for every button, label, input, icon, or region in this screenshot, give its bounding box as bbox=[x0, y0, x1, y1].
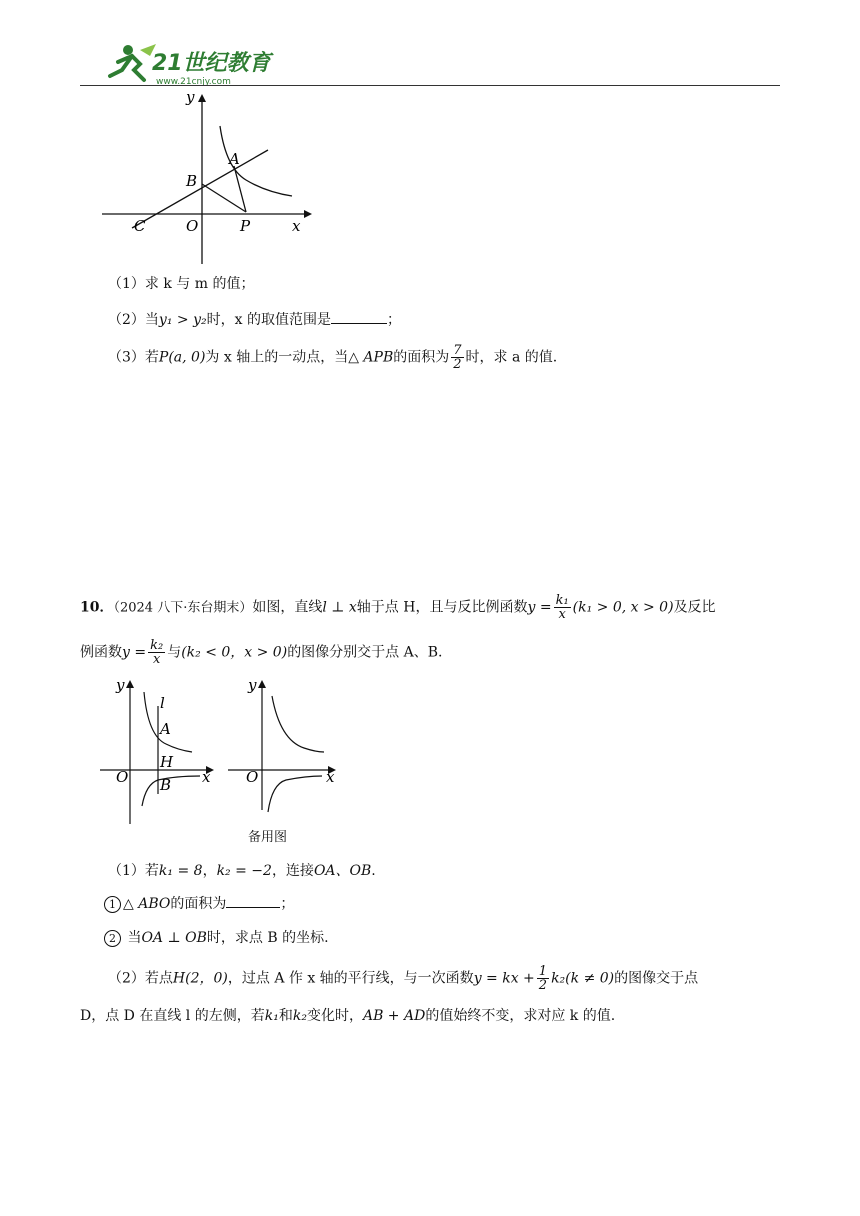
fig1-label-C: C bbox=[134, 217, 146, 235]
q10-line2-func-lhs: y = bbox=[122, 644, 147, 661]
q10-line1-func-lhs: y = bbox=[527, 599, 552, 616]
q9-part3-fraction bbox=[451, 344, 463, 371]
q10-part2-point: H(2，0) bbox=[172, 970, 228, 987]
q10-part1-k2: k₂ = −2 bbox=[216, 863, 272, 879]
q10-line1-func-num: k₁ bbox=[555, 593, 569, 608]
q10-line2-c: 的图像分别交于点 A、B. bbox=[287, 644, 443, 661]
figure-q10-main bbox=[96, 674, 216, 826]
q10-line1-a: 如图，直线 bbox=[252, 599, 323, 616]
q10-sub2-b: 时，求点 B 的坐标. bbox=[206, 930, 329, 946]
q10-part2-line2-c: 的值始终不变，求对应 k 的值. bbox=[425, 1008, 616, 1024]
q10-part2-prefix: （2）若点 bbox=[108, 970, 173, 987]
fig1-label-O: O bbox=[186, 217, 199, 235]
q9-part3-point: P(a, 0) bbox=[158, 349, 206, 366]
q9-part2-condition: y₁ > y₂ bbox=[158, 312, 207, 328]
logo-url: www.21cnjy.com bbox=[156, 77, 231, 87]
q10-sub1-text: 的面积为 bbox=[170, 896, 227, 912]
q10-part2-line1 bbox=[108, 965, 698, 992]
runner-icon bbox=[110, 44, 156, 80]
q10-line2-a: 例函数 bbox=[80, 644, 122, 661]
q10-line1-b: 轴于点 H，且与反比例函数 bbox=[356, 599, 528, 616]
q10-sub1-end: ； bbox=[280, 896, 295, 912]
fig1-label-B: B bbox=[186, 172, 198, 190]
q10-line1-func-cond: (k₁ > 0, x > 0) bbox=[572, 599, 674, 616]
q9-part2-end: ； bbox=[386, 312, 401, 328]
q10-part1-end: . bbox=[371, 863, 376, 879]
q10-sub1 bbox=[104, 893, 294, 915]
q10-line1-c: 及反比 bbox=[673, 599, 716, 616]
fig1-label-x: x bbox=[292, 217, 301, 235]
q10-part2-func: y = kx + bbox=[473, 970, 535, 987]
q10-part2-frac-num: 1 bbox=[538, 964, 548, 979]
q9-part3-mid2: 的面积为 bbox=[393, 349, 450, 366]
spare-figure-caption: 备用图 bbox=[248, 830, 288, 845]
q9-part1: （1）求 k 与 m 的值； bbox=[108, 276, 255, 292]
fig2-label-O: O bbox=[116, 768, 129, 786]
q10-part1-prefix: （1）若 bbox=[108, 863, 159, 879]
fig2-label-y: y bbox=[116, 676, 125, 694]
q10-line1-func-den: x bbox=[558, 607, 566, 622]
q10-part1 bbox=[108, 860, 376, 882]
fig3-label-x: x bbox=[326, 768, 335, 786]
q9-part2-suffix: 时，x 的取值范围是 bbox=[206, 312, 331, 328]
fig3-label-O: O bbox=[246, 768, 259, 786]
q9-part3 bbox=[108, 344, 557, 371]
figure-q10-spare bbox=[226, 674, 346, 826]
fig1-label-y: y bbox=[186, 88, 195, 106]
q9-part3-triangle: △ APB bbox=[348, 349, 394, 366]
fig2-label-A: A bbox=[160, 720, 171, 738]
q10-part1-comma: ， bbox=[202, 863, 217, 879]
fig3-label-y: y bbox=[248, 676, 257, 694]
figure-q9 bbox=[96, 88, 316, 268]
q9-part3-suffix: 时，求 a 的值. bbox=[465, 349, 558, 366]
q10-line2-b: 与 bbox=[167, 644, 182, 661]
q9-part2-answer-blank[interactable] bbox=[331, 311, 387, 324]
q10-sub1-triangle: △ ABO bbox=[123, 896, 171, 912]
q10-sub2-condition: OA ⊥ OB bbox=[141, 930, 207, 946]
page-header bbox=[0, 0, 860, 92]
header-rule bbox=[80, 85, 780, 86]
fig2-label-H: H bbox=[160, 753, 174, 771]
q10-line2-func-den: x bbox=[152, 652, 161, 667]
q10-sub2-number: 2 bbox=[104, 930, 121, 947]
q10-line2-cond: (k₂ < 0，x > 0) bbox=[181, 644, 288, 661]
q10-part2-frac-den: 2 bbox=[538, 978, 548, 993]
q9-part3-mid: 为 x 轴上的一动点，当 bbox=[205, 349, 349, 366]
q10-part2-sum: AB + AD bbox=[362, 1008, 426, 1024]
q10-part1-mid: ，连接 bbox=[271, 863, 314, 879]
q10-part2-line2-b: 变化时， bbox=[306, 1008, 363, 1024]
q10-part2-k1: k₁ bbox=[264, 1008, 279, 1024]
fig2-label-l: l bbox=[160, 694, 165, 712]
q10-line1 bbox=[80, 594, 716, 621]
q10-part2-and: 和 bbox=[278, 1008, 293, 1024]
q10-part2-line2-a: D，点 D 在直线 l 的左侧，若 bbox=[80, 1008, 265, 1024]
q9-part3-frac-num: 7 bbox=[453, 343, 462, 358]
q10-line2 bbox=[80, 639, 443, 666]
q9-part3-frac-den: 2 bbox=[453, 357, 462, 372]
q10-part1-k1: k₁ = 8 bbox=[158, 863, 203, 879]
q10-sub1-answer-blank[interactable] bbox=[226, 895, 280, 908]
q10-line2-func-num: k₂ bbox=[150, 638, 164, 653]
q10-number: 10． bbox=[80, 599, 114, 616]
q10-part2-b: 的图像交于点 bbox=[614, 970, 699, 987]
q10-source: （2024 八下·东台期末） bbox=[113, 600, 253, 616]
q10-part2-func-tail: k₂(k ≠ 0) bbox=[551, 970, 615, 987]
fig2-label-x: x bbox=[202, 768, 211, 786]
fig2-label-B: B bbox=[160, 776, 172, 794]
q10-part2-fraction bbox=[537, 965, 549, 992]
q10-line1-func-frac bbox=[554, 594, 571, 621]
q10-part2-line2 bbox=[80, 1005, 615, 1027]
fig1-label-A: A bbox=[229, 150, 240, 168]
q10-part2-a: ，过点 A 作 x 轴的平行线，与一次函数 bbox=[227, 970, 474, 987]
logo-text: 21世纪教育 bbox=[152, 51, 271, 76]
q10-part2-k2: k₂ bbox=[292, 1008, 307, 1024]
q9-part3-prefix: （3）若 bbox=[108, 349, 159, 366]
q10-sub1-number: 1 bbox=[104, 896, 121, 913]
q9-part2-prefix: （2）当 bbox=[108, 312, 159, 328]
q10-part1-segments: OA、OB bbox=[313, 863, 372, 879]
q10-line2-func-frac bbox=[148, 639, 165, 666]
q10-sub2-a: 当 bbox=[123, 930, 142, 946]
q9-part2 bbox=[108, 309, 401, 331]
fig1-label-P: P bbox=[240, 217, 251, 235]
q10-sub2 bbox=[104, 927, 329, 949]
q10-line1-perp: l ⊥ x bbox=[322, 599, 357, 616]
logo bbox=[104, 40, 274, 88]
